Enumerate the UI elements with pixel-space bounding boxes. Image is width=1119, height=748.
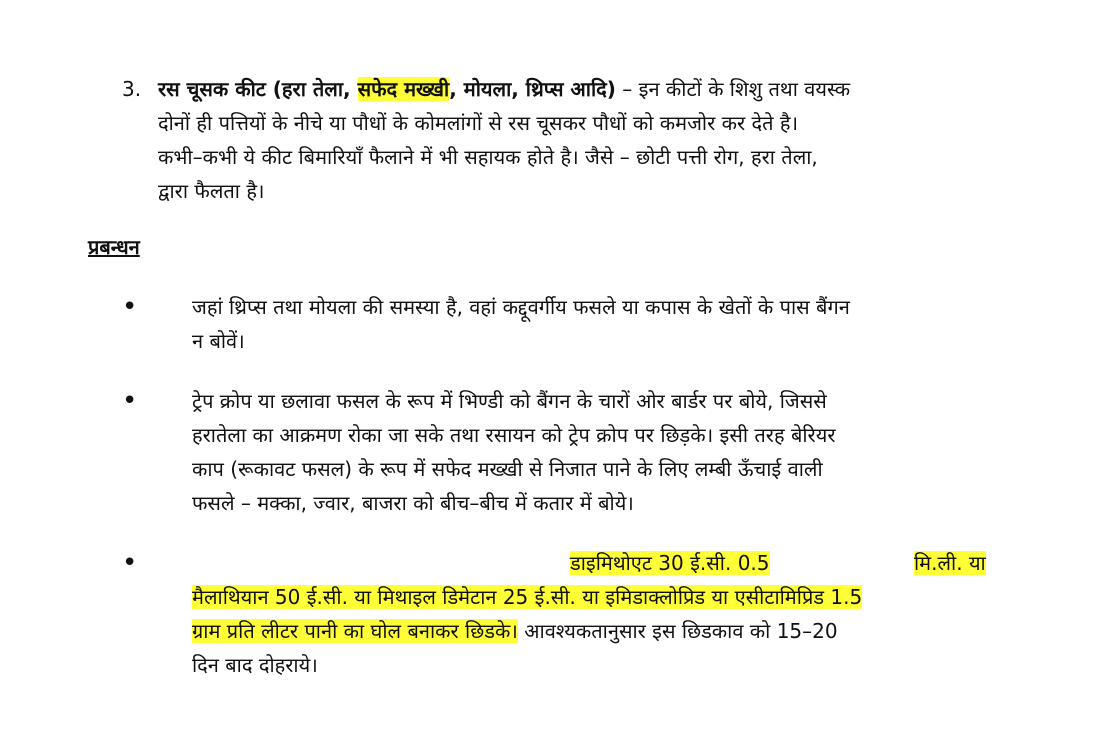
bullet2-line2: हरातेला का आक्रमण रोका जा सके तथा रसायन को ट्रेप क्रोप पर छिड़के। इसी तरह बेरियर bbox=[192, 423, 836, 447]
item3-line1-rest: – इन कीटों के शिशु तथा वयस्क bbox=[615, 77, 851, 101]
bullet-3: • bbox=[122, 548, 138, 578]
item3-title-part1: रस चूसक कीट (हरा तेला, bbox=[158, 77, 358, 101]
bullet3-line1-b bbox=[914, 548, 986, 578]
bullet3-line3-rest: आवश्यकतानुसार इस छिडकाव को 15–20 bbox=[517, 619, 838, 643]
item3-line3: कभी–कभी ये कीट बिमारियाँ फैलाने में भी सहायक होते है। जैसे – छोटी पत्ती रोग, हरा तेला, bbox=[158, 145, 818, 169]
bullet3-line2-text: मैलाथियान 50 ई.सी. या मिथाइल डिमेटान 25 ई.सी. या इमिडाक्लोप्रिड या एसीटामिप्रिड 1.5 bbox=[192, 585, 863, 609]
bullet3-line4: दिन बाद दोहराये। bbox=[192, 653, 318, 677]
bullet2-line4: फसले – मक्का, ज्वार, बाजरा को बीच–बीच में कतार में बोये। bbox=[192, 491, 634, 515]
item3-title-highlight: सफेद मख्खी bbox=[357, 77, 450, 101]
bullet3-line3-highlight: ग्राम प्रति लीटर पानी का घोल बनाकर छिडके। bbox=[192, 619, 518, 643]
item3-title-part2: , मोयला, थ्रिप्स आदि) bbox=[449, 77, 616, 101]
bullet1-line1: जहां थ्रिप्स तथा मोयला की समस्या है, वहां कद्दूवर्गीय फसले या कपास के खेतों के पास बैंगन bbox=[192, 295, 850, 319]
bullet3-ml: मि.ली. या bbox=[914, 551, 986, 575]
item3-line1 bbox=[158, 74, 850, 104]
item3-line4: द्वारा फैलता है। bbox=[158, 179, 265, 203]
bullet3-line2 bbox=[192, 582, 862, 612]
bullet3-dimethoate: डाइमिथोएट 30 ई.सी. 0.5 bbox=[570, 551, 770, 575]
item-number: 3. bbox=[122, 77, 142, 101]
section-heading: प्रबन्धन bbox=[88, 235, 140, 259]
bullet3-line3 bbox=[192, 616, 838, 646]
bullet3-line1-a bbox=[570, 548, 770, 578]
bullet2-line3: काप (रूकावट फसल) के रूप में सफेद मख्खी से निजात पाने के लिए लम्बी ऊँचाई वाली bbox=[192, 457, 823, 481]
bullet1-line2: न बोवें। bbox=[192, 329, 245, 353]
bullet-1: • bbox=[122, 292, 138, 322]
bullet-2: • bbox=[122, 386, 138, 416]
bullet2-line1: ट्रेप क्रोप या छलावा फसल के रूप में भिण्डी को बैंगन के चारों ओर बार्डर पर बोये, जिससे bbox=[192, 389, 827, 413]
item3-line2: दोनों ही पत्तियों के नीचे या पौधों के कोमलांगों से रस चूसकर पौधों को कमजोर कर देते है। bbox=[158, 111, 799, 135]
